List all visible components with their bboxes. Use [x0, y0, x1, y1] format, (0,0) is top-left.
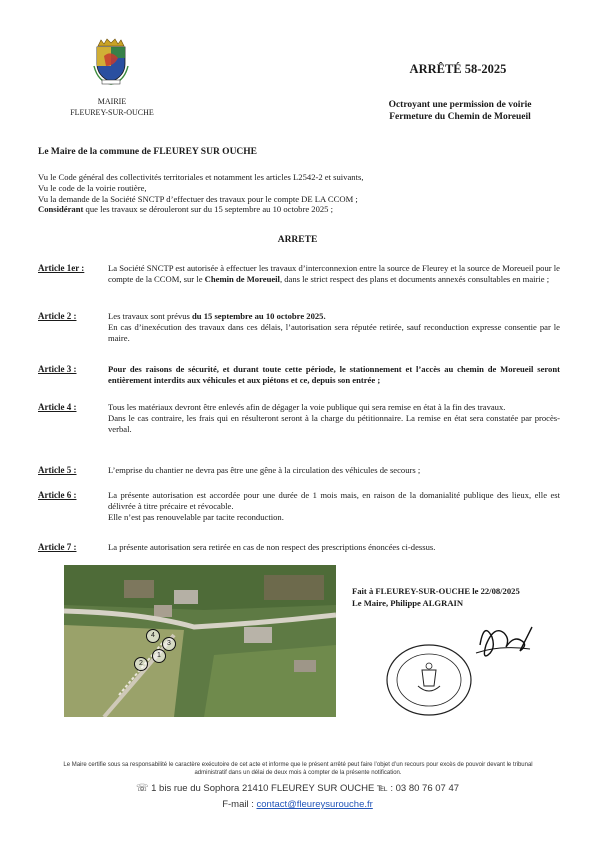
- article-7-text: [108, 542, 560, 553]
- aerial-map: [64, 565, 336, 717]
- arrete-heading: ARRETE: [277, 235, 318, 245]
- article-5-text: [108, 465, 560, 476]
- article-1-text-b: , dans le strict respect des plans et documents annexés consultables en mairie ;: [279, 274, 550, 284]
- vu-line-2: Vu le code de la voirie routière,: [38, 182, 147, 193]
- fax-icon: ℡: [376, 783, 388, 794]
- coat-of-arms-icon: [92, 36, 130, 86]
- map-marker: 2: [134, 657, 148, 671]
- phone-number: : 03 80 76 07 47: [390, 783, 460, 794]
- maire-heading: Le Maire de la commune de FLEUREY SUR OUCHE: [38, 147, 258, 157]
- article-2-text-a: Les travaux sont prévus: [108, 311, 193, 321]
- arrete-number: ARRÊTÉ 58-2025: [409, 62, 507, 76]
- address: 1 bis rue du Sophora 21410 FLEUREY SUR OUCHE: [151, 783, 375, 794]
- article-2-text: [108, 311, 560, 344]
- contact-line: [0, 783, 595, 794]
- article-7-text-a: La présente autorisation sera retirée en cas de non respect des prescriptions énoncées ci-dessus.: [108, 542, 436, 552]
- article-3-text: [108, 364, 560, 386]
- article-5-label: Article 5 :: [38, 465, 77, 475]
- article-3-text-bold: Pour des raisons de sécurité, et durant toute cette période, le stationnement et l’accès au chemin de Moreueil seront entièrement interdits aux véhicules et aux piétons et ce, depuis son entrée ;: [108, 364, 560, 385]
- considerant-text: que les travaux se dérouleront sur du 15 septembre au 10 octobre 2025 ;: [85, 204, 334, 215]
- signature-block: [352, 585, 552, 609]
- article-1-text: [108, 263, 560, 285]
- mairie-label: [48, 96, 176, 118]
- article-7-label: Article 7 :: [38, 542, 77, 552]
- subject-line-2: Fermeture du Chemin de Moreueil: [389, 112, 531, 122]
- vu-line-1: Vu le Code général des collectivités territoriales et notamment les articles L2542-2 et suivants,: [38, 172, 364, 182]
- email-label: F-mail :: [222, 799, 254, 810]
- article-4-text-a: Tous les matériaux devront être enlevés afin de dégager la voie publique qui sera remise en état à la fin des travaux.: [108, 402, 506, 412]
- map-marker: 4: [146, 629, 160, 643]
- vu-line-3: Vu la demande de la Société SNCTP d’effectuer des travaux pour le compte DE LA CCOM ;: [38, 193, 358, 204]
- article-1-text-a: La Société SNCTP est autorisée à effectuer les travaux d’interconnexion entre la source de Fleurey et la source de Moreueil pour le compte de la CCOM, sur le: [108, 263, 560, 284]
- maire-name: Le Maire, Philippe ALGRAIN: [352, 598, 464, 608]
- article-1-text-bold: Chemin de Moreueil: [204, 274, 280, 284]
- article-6-text-b: Elle n’est pas renouvelable par tacite reconduction.: [108, 512, 284, 522]
- article-4-text: [108, 402, 560, 435]
- article-4-text-b: Dans le cas contraire, les frais qui en résulteront seront à la charge du pétitionnaire. La remise en état sera constatée par procès-verbal.: [108, 413, 560, 434]
- handwritten-signature-icon: [470, 615, 540, 665]
- article-1-label: Article 1er :: [38, 263, 85, 273]
- article-6-text-a: La présente autorisation est accordée pour une durée de 1 mois mais, en raison de la domanialité publique des lieux, elle est délivrée à titre précaire et révocable.: [108, 490, 560, 511]
- article-3-label: Article 3 :: [38, 364, 77, 374]
- official-stamp: [384, 642, 474, 718]
- arrete-subject: [360, 99, 560, 123]
- article-2-text-bold: du 15 septembre au 10 octobre 2025.: [192, 311, 326, 321]
- map-marker: 1: [152, 649, 166, 663]
- article-6-label: Article 6 :: [38, 490, 77, 500]
- commune-name: FLEUREY-SUR-OUCHE: [70, 108, 154, 117]
- preamble-vus: [38, 172, 558, 215]
- article-2-text-b: En cas d’inexécution des travaux dans ces délais, l’autorisation sera réputée retirée, sauf reconduction expresse consentie par le maire.: [108, 322, 560, 343]
- legal-notice: Le Maire certifie sous sa responsabilité le caractère exécutoire de cet acte et informe que le présent arrêté peut faire l’objet d’un recours pour excès de pouvoir devant le tribunal administratif dans un délai de deux mois à compter de la présente notification.: [63, 762, 533, 776]
- article-2-label: Article 2 :: [38, 311, 77, 321]
- article-6-text: [108, 490, 560, 523]
- considerant-line: [38, 204, 558, 215]
- phone-icon: ☏: [135, 783, 149, 794]
- email-link[interactable]: contact@fleureysurouche.fr: [256, 799, 373, 810]
- subject-line-1: Octroyant une permission de voirie: [388, 100, 532, 110]
- fait-a-line: Fait à FLEUREY-SUR-OUCHE le 22/08/2025: [352, 586, 520, 596]
- article-5-text-a: L’emprise du chantier ne devra pas être une gêne à la circulation des véhicules de secours ;: [108, 465, 421, 475]
- mairie-title: MAIRIE: [97, 97, 127, 106]
- email-line: [0, 799, 595, 810]
- considerant-label: Considérant: [38, 204, 84, 215]
- map-marker: 3: [162, 637, 176, 651]
- article-4-label: Article 4 :: [38, 402, 77, 412]
